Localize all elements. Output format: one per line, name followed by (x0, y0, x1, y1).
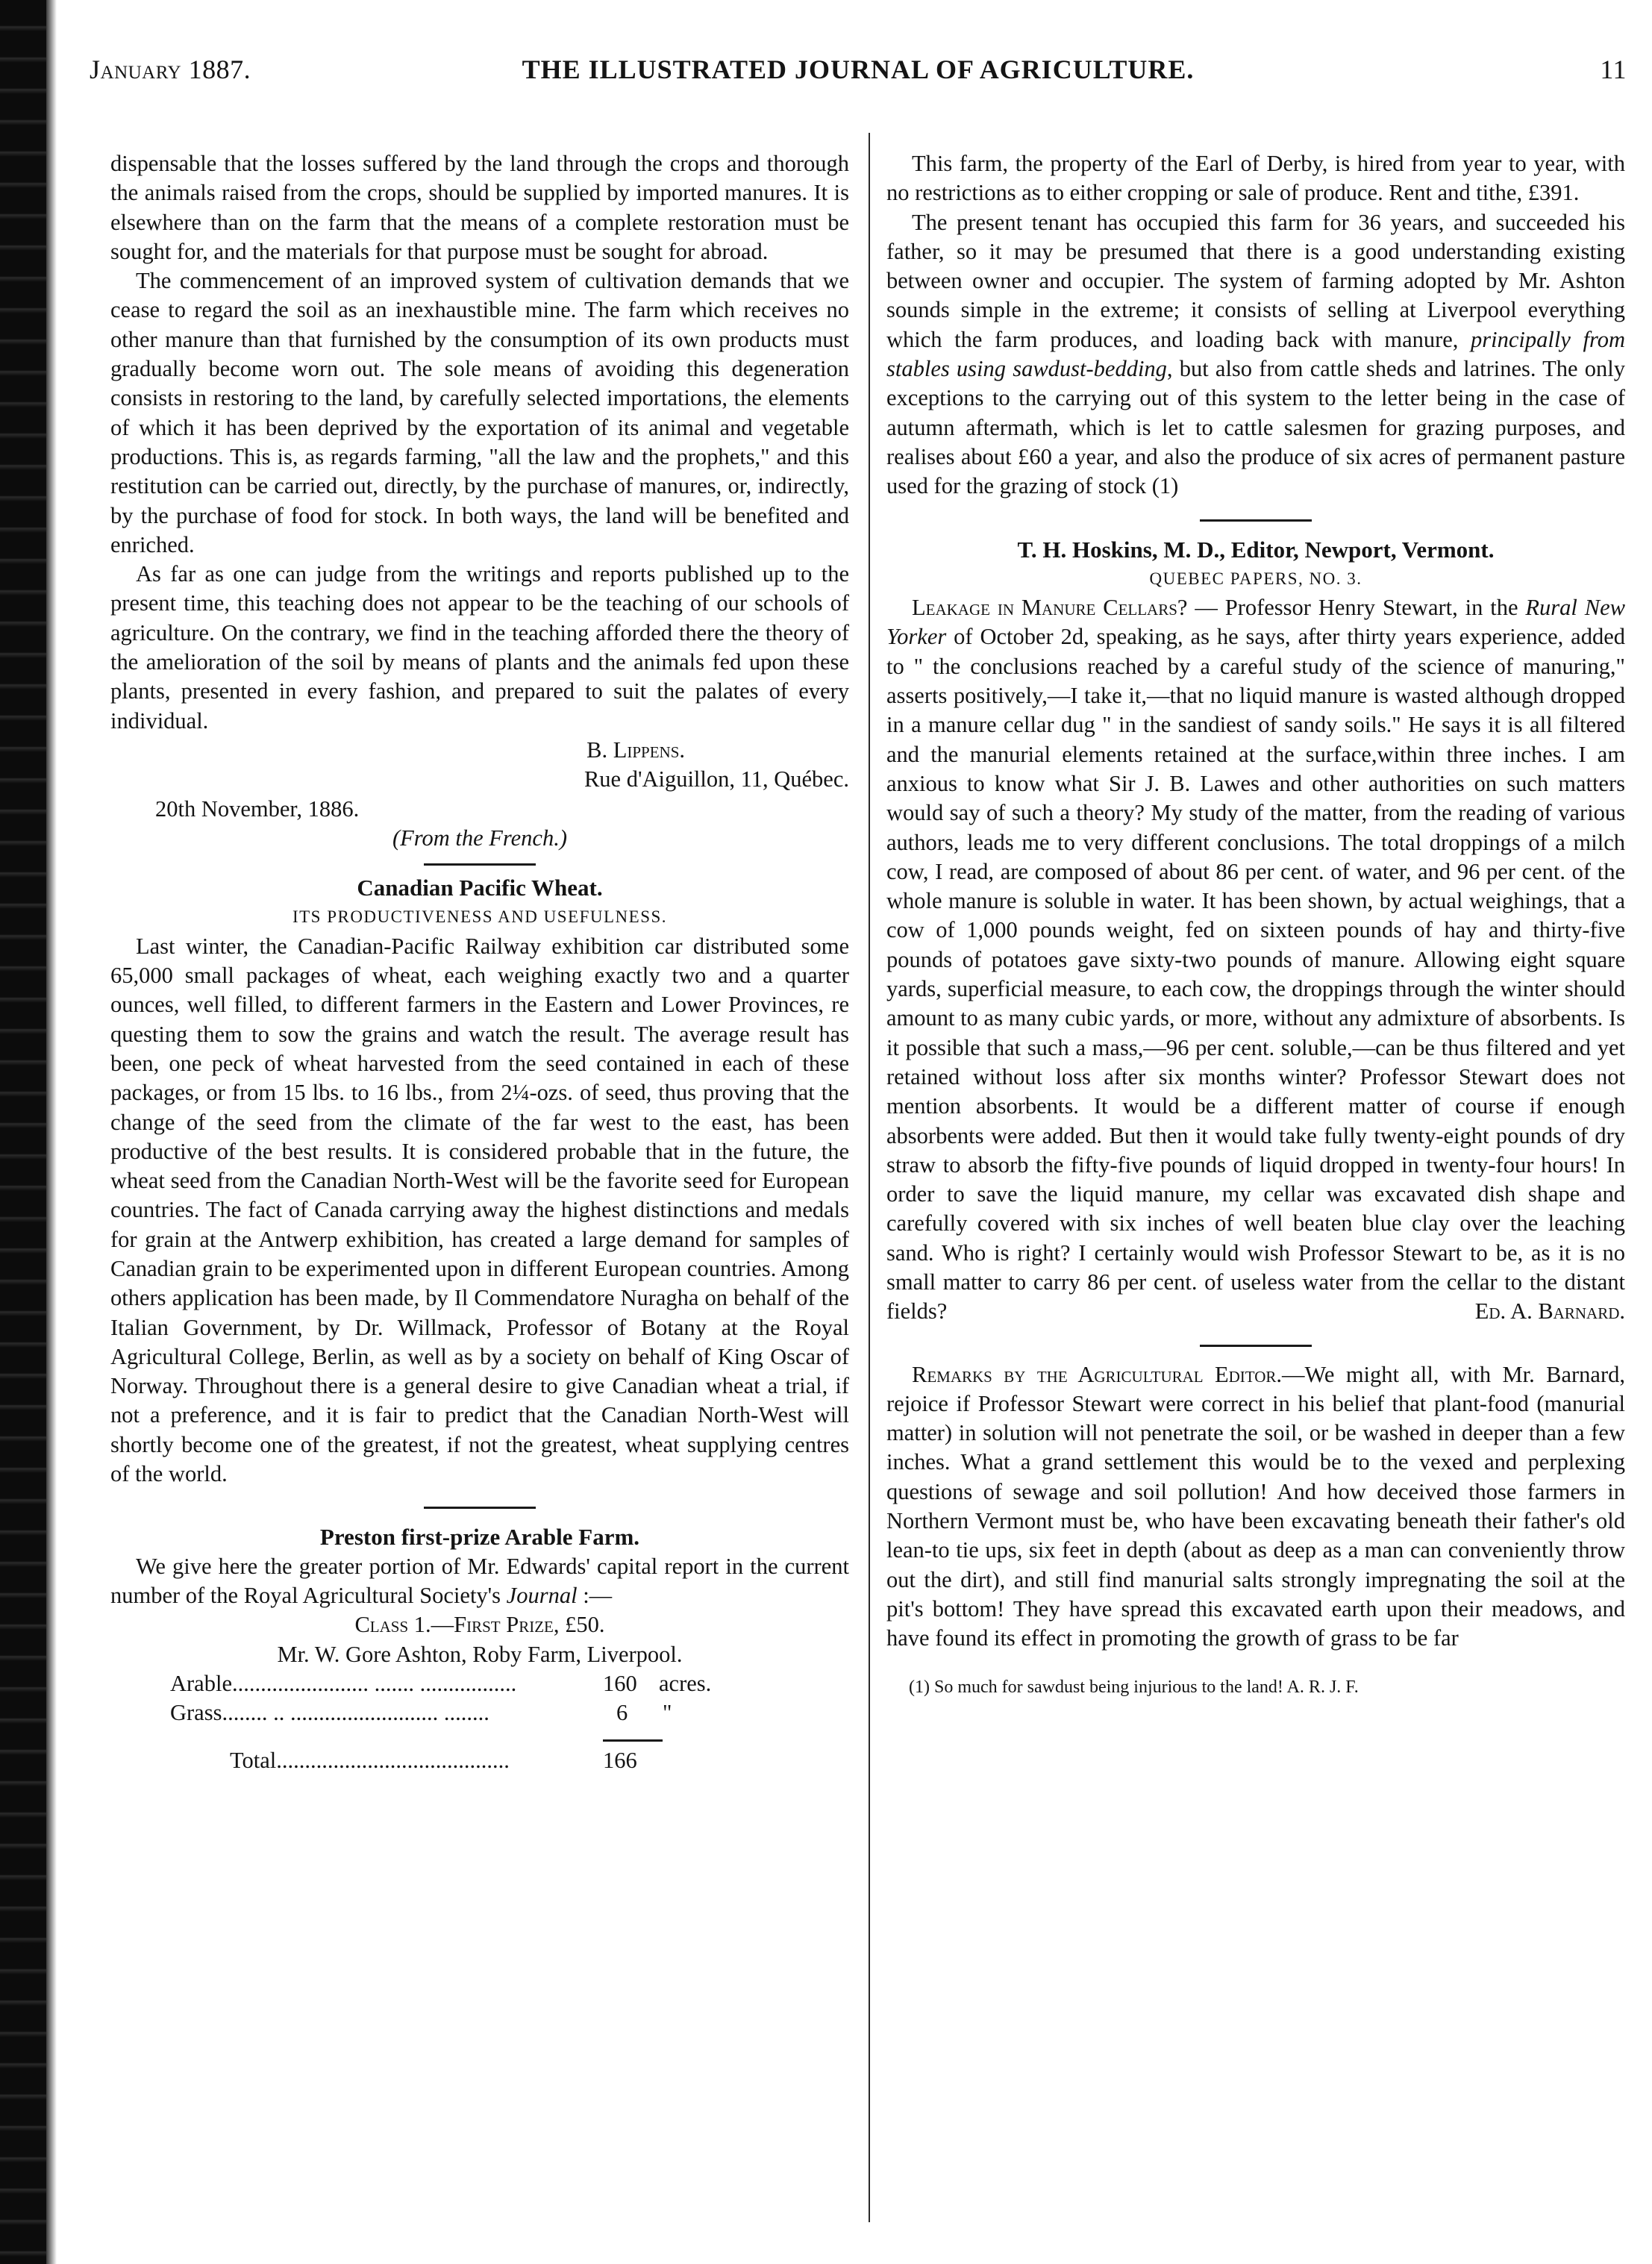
journal-title: THE ILLUSTRATED JOURNAL OF AGRICULTURE. (522, 54, 1195, 84)
row-unit-arable: acres. (659, 1670, 712, 1696)
farm-line: Mr. W. Gore Ashton, Roby Farm, Liverpool. (277, 1641, 683, 1667)
rural-new-yorker: Rural New Yorker (886, 595, 1625, 650)
row-value-grass: 6 (616, 1700, 628, 1726)
article-heading-canadian-pacific-wheat: Canadian Pacific Wheat. (357, 875, 603, 901)
section-rule (424, 863, 536, 866)
book-spine-shadow (0, 0, 46, 2264)
row-label-arable: Arable........................ ....... ................. (170, 1670, 517, 1696)
preston-intro: We give here the greater portion of Mr. Edwards' capital report in the current number of the Royal Agricultural Society's (110, 1553, 849, 1608)
signature-date: 20th November, 1886. (155, 795, 360, 822)
right-column (886, 149, 1625, 2239)
remarks-lead: Remarks by the Agricultural Editor. (912, 1361, 1283, 1387)
table-row (170, 1669, 849, 1698)
row-label-grass: Grass........ .. .......................... ........ (170, 1700, 489, 1726)
paragraph: This farm, the property of the Earl of Derby, is hired from year to year, with no restrictions as to either cropping or sale of produce. Rent and tithe, £391. (886, 151, 1625, 206)
paragraph: dispensable that the losses suffered by the land through the crops and thorough the animals raised from the crops, should be supplied by imported manures. It is elsewhere than on the farm that the means of a complete restoration must be sought for, and the materials for that purpose must be sought for abroad. (110, 151, 849, 264)
row-value-total: 166 (603, 1748, 637, 1774)
leakage-lead: Leakage in Manure Cellars? (912, 595, 1188, 621)
section-rule (1200, 519, 1312, 522)
table-row-total (170, 1746, 849, 1775)
signature-name: B. Lippens. (586, 737, 685, 763)
running-header (90, 54, 1627, 98)
row-unit-grass: " (663, 1700, 672, 1726)
paragraph: As far as one can judge from the writings and reports published up to the present time, this teaching does not appear to be the teaching of our schools of agriculture. On the contrary, we find in the teaching afforded there the theory of the amelioration of the soil by means of plants and the animals fed upon these plants, presented in every fashion, and prepared to suit the palates of every individual. (110, 561, 849, 734)
article-subheading: ITS PRODUCTIVENESS AND USEFULNESS. (292, 907, 668, 927)
farm-system-text-end: , but also from cattle sheds and latrines. The only exceptions to the carrying out of this system to the letter being in the case of autumn aftermath, which is let to cattle salesmen for grazing purposes, and realises about £60 a year, and also the produce of six acres of permanent pasture used for the grazing of stock (1) (886, 356, 1625, 499)
row-value-arable: 160 (603, 1670, 637, 1696)
paragraph: Last winter, the Canadian-Pacific Railway exhibition car distributed some 65,000 small packages of wheat, each weighing exactly two and a quarter ounces, well filled, to different farmers in the Eastern and Lower Provinces, re questing them to sow the grains and watch the result. The average result has been, one peck of wheat harvested from the seed contained in each of these packages, or from 15 lbs. to 16 lbs., from 2¼-ozs. of seed, thus proving that the change of the seed from the climate of the far west to the east, has been productive of the best results. It is considered probable that in the future, the wheat seed from the Canadian North-West will be the favorite seed for European countries. The fact of Canada carrying away the highest distinctions and medals for grain at the Antwerp exhibition, has created a large demand for samples of Canadian grain to be experimented upon in different European countries. Among others application has been made, by Il Commendatore Nuragha on behalf of the Italian Government, by Dr. Willmack, Professor of Botany at the Royal Agricultural College, Berlin, as well as by a society on behalf of King Oscar of Norway. Throughout there is a general desire to give Canadian wheat a trial, if not a preference, and it is fair to predict that the Canadian North-West will shortly become one of the greatest, if not the greatest, wheat supplying centres of the world. (110, 933, 849, 1487)
translation-note: (From the French.) (392, 825, 568, 851)
page-number: 11 (1600, 54, 1627, 84)
leakage-signature: Ed. A. Barnard. (1474, 1298, 1625, 1325)
remarks-text: —We might all, with Mr. Barnard, rejoice if Professor Stewart were correct in his belief that plant-food (manurial matter) in solution will not penetrate the soil, or be washed in deeper than a few inches. What a grand settlement this would be to the vexed and perplexing questions of sewage and soil pollution! And how deceived those farmers in Northern Vermont must be, who have been excavating beneath their father's old lean-to tie ups, six feet in depth (about as deep as a man can conveniently throw out the dirt), and still find manurial salts strongly impregnating the soil at the pit's bottom! They have spread this excavated earth upon their meadows, and have found its effect in promoting the growth of grass to be far (886, 1361, 1625, 1651)
translation-note-wrap (110, 824, 849, 853)
journal-name: Journal (506, 1582, 578, 1608)
paragraph: The commencement of an improved system of cultivation demands that we cease to regard the soil as an inexhaustible mine. The farm which receives no other manure than that furnished by the consumption of its own products must gradually become worn out. The sole means of avoiding this degeneration consists in restoring to the land, by carefully selected importations, the elements of which it has been deprived by the exportation of its animal and vegetable productions. This is, as regards farming, "all the law and the prophets," and this restitution can be carried out, directly, by the purchase of manures, or, indirectly, by the purchase of food for stock. In both ways, the land will be benefited and enriched. (110, 268, 849, 557)
table-row (170, 1698, 849, 1727)
total-rule (603, 1739, 663, 1742)
editor-heading: T. H. Hoskins, M. D., Editor, Newport, Vermont. (1017, 536, 1495, 563)
paragraph (886, 1360, 1625, 1654)
spine-edge-shadow (46, 0, 57, 2264)
footnote: (1) So much for sawdust being injurious to the land! A. R. J. F. (909, 1677, 1359, 1697)
paragraph (886, 208, 1625, 501)
header-date: January 1887. (90, 54, 251, 84)
article-heading-preston-farm: Preston first-prize Arable Farm. (319, 1524, 640, 1551)
paragraph (110, 1552, 849, 1611)
preston-intro-end: :— (577, 1582, 613, 1608)
section-rule (424, 1507, 536, 1509)
left-column (110, 149, 849, 2239)
signature-address: Rue d'Aiguillon, 11, Québec. (583, 766, 849, 792)
leakage-text-end: of October 2d, speaking, as he says, after thirty years experience, added to " the conclusions reached by a careful study of the science of manuring," asserts positively,—I take it,—that no liquid manure is wasted although dropped in a manure cellar dug " in the sandiest of sandy soils." He says it is all filtered and the manurial elements retained at the surface,within three inches. I am anxious to know what Sir J. B. Lawes and other authorities on such matters would say of such a theory? My study of the matter, from the reading of various authors, leads me to very different conclusions. The total droppings of a milch cow, I read, are composed of about 86 per cent. of water, and 96 per cent. of the whole manure is soluble in water. It has been shown, by actual weighings, that a cow of 1,000 pounds weight, fed on sixteen pounds of hay and thirty-five pounds of potatoes gave sixty-two pounds of manure. Allowing eight square yards, superficial measure, to each cow, the droppings through the winter should amount to as many cubic yards, or more, without any admixture of absorbents. Is it possible that such a mass,—96 per cent. soluble,—can be thus filtered and yet retained without loss after six months winter? Professor Stewart does not mention absorbents. It would be a different matter of course if enough absorbents were added. But then it would take fully twenty-eight pounds of dry straw to absorb the fifty-five pounds of liquid dropped in twenty-four hours! In order to save the liquid manure, my cellar was excavated dish shape and carefully covered with six inches of well beaten blue clay over the leaching sand. Who is right? I certainly would wish Professor Stewart to be, as it is no small matter to carry 86 per cent. of useless water from the cellar to the distant fields? (886, 624, 1625, 1325)
sawdust-emphasis: principally from stables using sawdust-bedding (886, 326, 1625, 382)
column-divider (869, 133, 870, 2222)
row-label-total: Total......................................... (230, 1748, 510, 1774)
quebec-papers-subheading: QUEBEC PAPERS, NO. 3. (1149, 569, 1362, 588)
paragraph (886, 593, 1625, 1326)
leakage-text: — Professor Henry Stewart, in the (1187, 595, 1526, 621)
section-rule (1200, 1345, 1312, 1347)
acreage-table (110, 1669, 849, 1776)
farm-system-text: The present tenant has occupied this farm for 36 years, and succeeded his father, so it may be presumed that there is a good understanding existing between owner and occupier. The system of farming adopted by Mr. Ashton sounds simple in the extreme; it consists of selling at Liverpool everything which the farm produces, and loading back with manure, (886, 209, 1625, 352)
class-line: Class 1.—First Prize, £50. (354, 1612, 605, 1638)
